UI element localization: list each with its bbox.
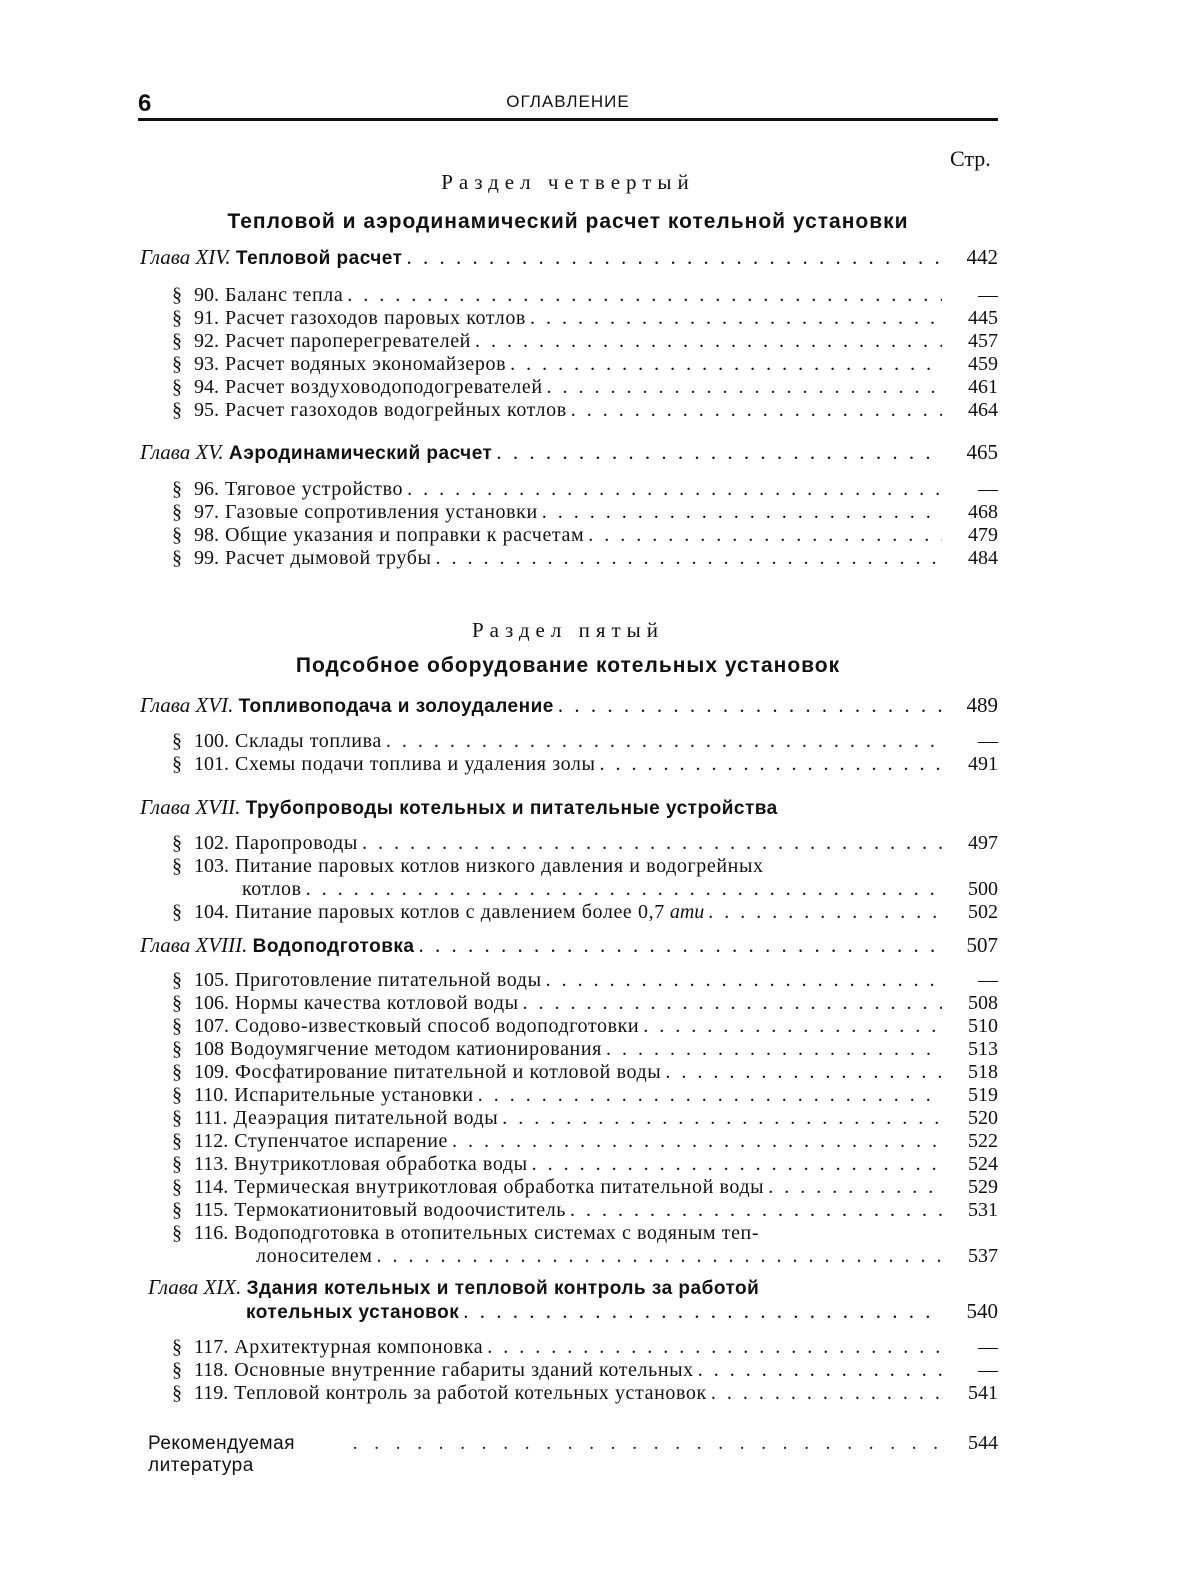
leader-dots <box>596 753 942 776</box>
page-ref: 497 <box>968 832 998 854</box>
section-sign: § <box>172 730 182 752</box>
leader-dots <box>526 307 942 330</box>
page-ref: 544 <box>968 1432 998 1454</box>
toc-item[interactable] <box>172 969 998 992</box>
leader-dots <box>543 376 942 399</box>
toc-item-continuation[interactable] <box>242 878 998 901</box>
section-sign: § <box>172 1061 182 1083</box>
page-ref: 520 <box>968 1107 998 1129</box>
section-title: Питание паровых котлов с давлением более 0,7 <box>235 901 665 923</box>
page-ref: 442 <box>966 245 998 269</box>
chapter-label: Глава XV. <box>140 440 224 464</box>
toc-item[interactable] <box>172 1382 998 1405</box>
chapter-entry[interactable] <box>140 246 998 270</box>
toc-item[interactable] <box>172 730 998 753</box>
chapter-title: Водоподготовка <box>252 936 415 957</box>
toc-item[interactable] <box>172 353 998 376</box>
section-number: 99. <box>194 547 219 569</box>
page-ref: 522 <box>968 1130 998 1152</box>
chapter-title: Здания котельных и тепловой контроль за работой <box>246 1278 760 1299</box>
section-number: 97. <box>194 501 219 523</box>
section-title: Водоумягчение методом катионирования <box>230 1038 602 1060</box>
page-ref: 445 <box>968 307 998 329</box>
section-number: 91. <box>194 307 219 329</box>
section-number: 112. <box>194 1130 229 1152</box>
section-title: Деаэрация питательной воды <box>233 1107 499 1129</box>
leader-dots <box>538 501 942 524</box>
leader-dots <box>498 1107 942 1130</box>
section-number: 90. <box>194 284 219 306</box>
section-number: 117. <box>194 1336 229 1358</box>
section-title: Ступенчатое испарение <box>234 1130 449 1152</box>
page-ref: 457 <box>968 330 998 352</box>
section-number: 115. <box>194 1199 229 1221</box>
section-sign: § <box>172 1015 182 1037</box>
page-ref: 479 <box>968 524 998 546</box>
toc-item[interactable] <box>172 901 998 924</box>
section-number: 102. <box>194 832 229 854</box>
section-number: 93. <box>194 353 219 375</box>
toc-item[interactable] <box>172 855 998 878</box>
running-title: ОГЛАВЛЕНИЕ <box>506 92 630 111</box>
chapter-title: Тепловой расчет <box>235 248 403 269</box>
toc-item[interactable] <box>172 1199 998 1222</box>
toc-item[interactable] <box>172 1015 998 1038</box>
section-sign: § <box>172 1222 182 1244</box>
section-title: Схемы подачи топлива и удаления золы <box>235 753 596 775</box>
page-ref: 489 <box>966 693 998 717</box>
page-column-header: Стр. <box>950 146 991 171</box>
toc-item[interactable] <box>172 753 998 776</box>
leader-dots <box>373 1245 943 1268</box>
page-ref: 468 <box>968 501 998 523</box>
section-title: Паропроводы <box>235 832 358 854</box>
page-ref: — <box>978 478 998 500</box>
leader-dots <box>343 284 942 307</box>
section-sign: § <box>172 547 182 569</box>
toc-item[interactable] <box>172 399 998 422</box>
toc-item[interactable] <box>172 284 998 307</box>
section-title: Склады топлива <box>235 730 382 752</box>
page-ref: 461 <box>968 376 998 398</box>
page-ref: 540 <box>966 1299 998 1323</box>
section-number: 114. <box>194 1176 229 1198</box>
section-sign: § <box>172 376 182 398</box>
section-title: Тяговое устройство <box>225 478 404 500</box>
chapter-entry[interactable] <box>140 796 998 820</box>
leader-dots <box>402 246 942 269</box>
section-title: Расчет газоходов паровых котлов <box>225 307 526 329</box>
section-number: 105. <box>194 969 229 991</box>
chapter-label: Глава XVI. <box>140 693 234 717</box>
leader-dots <box>492 441 942 464</box>
literature-entry[interactable] <box>148 1432 998 1477</box>
toc-item[interactable] <box>172 1130 998 1153</box>
leader-dots <box>528 1153 942 1176</box>
chapter-label: Глава XVII. <box>140 795 241 819</box>
toc-item[interactable] <box>172 992 998 1015</box>
leader-dots <box>382 730 942 753</box>
leader-dots <box>474 1084 942 1107</box>
section-number: 107. <box>194 1015 229 1037</box>
toc-item[interactable] <box>172 1061 998 1084</box>
part-title: Тепловой и аэродинамический расчет котельной установки <box>227 210 909 233</box>
section-sign: § <box>172 901 182 923</box>
page-ref: 529 <box>968 1176 998 1198</box>
section-number: 92. <box>194 330 219 352</box>
section-title: Общие указания и поправки к расчетам <box>225 524 585 546</box>
chapter-label: Глава XIX. <box>148 1275 242 1299</box>
section-number: 109. <box>194 1061 229 1083</box>
section-sign: § <box>172 307 182 329</box>
section-title: Расчет воздуховодоподогревателей <box>225 376 543 398</box>
section-sign: § <box>172 832 182 854</box>
leader-dots <box>323 1433 942 1455</box>
section-number: 98. <box>194 524 219 546</box>
page-ref: 541 <box>968 1382 998 1404</box>
section-sign: § <box>172 1038 182 1060</box>
page-ref: — <box>978 730 998 752</box>
section-number: 113. <box>194 1153 229 1175</box>
part-title: Подсобное оборудование котельных установок <box>295 654 841 677</box>
leader-dots <box>567 399 942 422</box>
section-title: Баланс тепла <box>225 284 344 306</box>
page-header <box>138 84 998 122</box>
section-sign: § <box>172 1382 182 1404</box>
section-sign: § <box>172 992 182 1014</box>
toc-item[interactable] <box>172 478 998 501</box>
leader-dots <box>639 1015 942 1038</box>
section-number: 111. <box>194 1107 228 1129</box>
chapter-label: Глава XVIII. <box>140 933 248 957</box>
section-sign: § <box>172 399 182 421</box>
toc-item[interactable] <box>172 376 998 399</box>
page-ref: 519 <box>968 1084 998 1106</box>
toc-item[interactable] <box>172 1222 998 1245</box>
section-number: 100. <box>194 730 229 752</box>
section-sign: § <box>172 855 182 877</box>
toc-item[interactable] <box>172 1107 998 1130</box>
section-title-continued: лоносителем <box>256 1245 373 1267</box>
page-ref: 537 <box>968 1245 998 1267</box>
section-title: Газовые сопротивления установки <box>225 501 538 523</box>
part-heading: Раздел четвертый <box>441 170 695 194</box>
page-ref: 507 <box>966 933 998 957</box>
leader-dots <box>694 1359 942 1382</box>
section-sign: § <box>172 753 182 775</box>
leader-dots <box>448 1130 942 1153</box>
unit-label: ати <box>669 901 705 923</box>
leader-dots <box>432 547 942 570</box>
toc-item[interactable] <box>172 330 998 353</box>
leader-dots <box>471 330 942 353</box>
toc-item[interactable] <box>172 547 998 570</box>
page-ref: 513 <box>968 1038 998 1060</box>
page-ref: 465 <box>966 440 998 464</box>
section-number: 106. <box>194 992 229 1014</box>
section-sign: § <box>172 478 182 500</box>
toc-item-continuation[interactable] <box>256 1245 998 1268</box>
section-sign: § <box>172 969 182 991</box>
leader-dots <box>414 934 942 957</box>
page-ref: — <box>978 1336 998 1358</box>
chapter-title: Трубопроводы котельных и питательные устройства <box>245 798 778 819</box>
leader-dots <box>704 901 942 924</box>
toc-item[interactable] <box>172 307 998 330</box>
section-title: Водоподготовка в отопительных системах с водяным теп- <box>234 1222 760 1244</box>
section-title: Основные внутренние габариты зданий котельных <box>234 1359 694 1381</box>
chapter-entry[interactable] <box>140 694 998 718</box>
chapter-title: Аэродинамический расчет <box>228 443 493 464</box>
toc-item[interactable] <box>172 501 998 524</box>
section-title: Нормы качества котловой воды <box>235 992 519 1014</box>
section-sign: § <box>172 1084 182 1106</box>
chapter-title: Топливоподача и золоудаление <box>238 696 554 717</box>
leader-dots <box>459 1300 942 1323</box>
section-sign: § <box>172 1153 182 1175</box>
section-title: Приготовление питательной воды <box>235 969 542 991</box>
section-sign: § <box>172 1359 182 1381</box>
leader-dots <box>661 1061 942 1084</box>
page-ref: 502 <box>968 901 998 923</box>
leader-dots <box>542 969 942 992</box>
section-number: 95. <box>194 399 219 421</box>
leader-dots <box>707 1382 942 1405</box>
section-title: Расчет газоходов водогрейных котлов <box>225 399 567 421</box>
section-title: Расчет дымовой трубы <box>225 547 432 569</box>
toc-item[interactable] <box>172 1176 998 1199</box>
section-title: Испарительные установки <box>234 1084 474 1106</box>
section-title: Фосфатирование питательной и котловой воды <box>235 1061 662 1083</box>
chapter-entry-continuation[interactable] <box>246 1300 998 1324</box>
section-number: 96. <box>194 478 219 500</box>
section-title: Внутрикотловая обработка воды <box>234 1153 528 1175</box>
section-sign: § <box>172 501 182 523</box>
chapter-entry[interactable] <box>140 934 998 958</box>
leader-dots <box>483 1336 942 1359</box>
chapter-entry[interactable] <box>140 441 998 465</box>
section-sign: § <box>172 1107 182 1129</box>
section-number: 101. <box>194 753 229 775</box>
section-number: 103. <box>194 855 229 877</box>
page-ref: 459 <box>968 353 998 375</box>
section-title: Тепловой контроль за работой котельных установок <box>234 1382 707 1404</box>
leader-dots <box>566 1199 942 1222</box>
leader-dots <box>302 878 942 901</box>
leader-dots <box>506 353 942 376</box>
page-ref: — <box>978 1359 998 1381</box>
header-rule <box>138 118 998 121</box>
page-number: 6 <box>138 90 152 117</box>
toc-item[interactable] <box>172 1336 998 1359</box>
section-title-continued: котлов <box>242 878 302 900</box>
page-ref: 524 <box>968 1153 998 1175</box>
toc-item[interactable] <box>172 1038 998 1061</box>
section-title: Расчет пароперегревателей <box>225 330 471 352</box>
page-ref: — <box>978 969 998 991</box>
section-number: 110. <box>194 1084 229 1106</box>
section-title: Термокатионитовый водоочиститель <box>234 1199 567 1221</box>
leader-dots <box>519 992 942 1015</box>
section-title: Архитектурная компоновка <box>234 1336 484 1358</box>
section-sign: § <box>172 524 182 546</box>
chapter-title-continued: котельных установок <box>246 1302 460 1323</box>
section-title: Питание паровых котлов низкого давления и водогрейных <box>235 855 764 877</box>
section-title: Содово-известковый способ водоподготовки <box>235 1015 640 1037</box>
leader-dots <box>764 1176 942 1199</box>
section-number: 108 <box>194 1038 224 1060</box>
leader-dots <box>554 694 942 717</box>
section-sign: § <box>172 1336 182 1358</box>
page-ref: 484 <box>968 547 998 569</box>
section-sign: § <box>172 353 182 375</box>
leader-dots <box>358 832 942 855</box>
section-number: 104. <box>194 901 229 923</box>
section-sign: § <box>172 1130 182 1152</box>
page-ref: 518 <box>968 1061 998 1083</box>
page-ref: 464 <box>968 399 998 421</box>
part-heading: Раздел пятый <box>471 618 665 642</box>
page-ref: 531 <box>968 1199 998 1221</box>
section-number: 94. <box>194 376 219 398</box>
page-ref: — <box>978 284 998 306</box>
toc-item[interactable] <box>172 524 998 547</box>
page-ref: 508 <box>968 992 998 1014</box>
section-number: 119. <box>194 1382 229 1404</box>
toc-item[interactable] <box>172 832 998 855</box>
chapter-entry[interactable] <box>148 1276 998 1300</box>
section-sign: § <box>172 1176 182 1198</box>
section-sign: § <box>172 284 182 306</box>
section-sign: § <box>172 330 182 352</box>
section-title: Расчет водяных экономайзеров <box>225 353 507 375</box>
literature-label: Рекомендуемая литература <box>148 1433 295 1476</box>
chapter-label: Глава XIV. <box>140 245 231 269</box>
section-number: 116. <box>194 1222 229 1244</box>
page-ref: 500 <box>968 878 998 900</box>
toc-item[interactable] <box>172 1359 998 1382</box>
page-ref: 491 <box>968 753 998 775</box>
section-number: 118. <box>194 1359 229 1381</box>
section-title: Термическая внутрикотловая обработка питательной воды <box>234 1176 765 1198</box>
leader-dots <box>584 524 942 547</box>
toc-item[interactable] <box>172 1084 998 1107</box>
page-ref: 510 <box>968 1015 998 1037</box>
leader-dots <box>602 1038 942 1061</box>
leader-dots <box>403 478 942 501</box>
section-sign: § <box>172 1199 182 1221</box>
toc-item[interactable] <box>172 1153 998 1176</box>
